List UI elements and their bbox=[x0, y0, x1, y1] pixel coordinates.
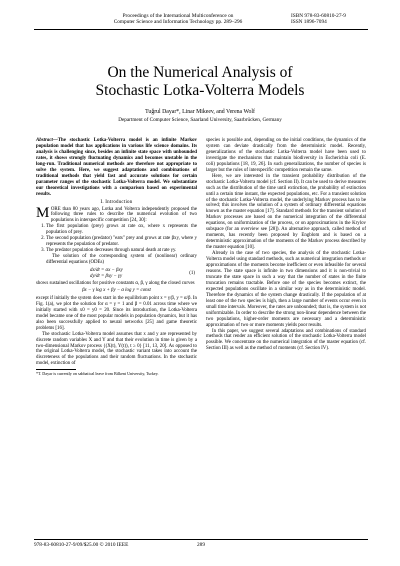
lotka-volterra-rules bbox=[36, 224, 197, 254]
title-line-2: Stochastic Lotka-Volterra Models bbox=[95, 81, 305, 99]
drop-cap: M bbox=[36, 205, 50, 222]
equation-1-line-1: dx/dt = αx − βxy bbox=[90, 267, 123, 273]
page-number: 289 bbox=[197, 542, 205, 548]
ode-intro: The solution of the corresponding system of (nonlinear) ordinary differential equations (ODEs) bbox=[46, 254, 197, 266]
paragraph-challenges: Already in the case of two species, the analysis of the stochastic Lotka-Volterra model using standard methods, such as numerical integration methods or approximations of the moments become inefficient or even infeasible for several reasons. The state space is infinite in two dimensions and it is non-trivial to truncate the state space in such a way that the number of states in the finite truncation remains tractable. Before one of the species becomes extinct, the expected populations oscillate in a similar way as in the deterministic model. Therefore the dynamics of the system change drastically. If the population of at least one of the two species is high, then a large number of events occur even in small time intervals. Moreover, the rates are unbounded; that is, the system is not uniformizable. In order to describe the strong non-linear dependence between the two populations, higher-order moments are necessary and a deterministic approximation of two or more moments yields poor results. bbox=[206, 251, 366, 328]
footer-rule bbox=[34, 539, 368, 540]
equation-1-line-2: dy/dt = βxy − γy bbox=[90, 273, 123, 279]
paragraph-transient-distribution: Here, we are interested in the transient probability distribution of the stochastic Lotka-Volterra model (cf. Section II). It can be used to derive measures such as the distribution of the time until extinction, the probability of extinction until a certain time instant, the expected populations, etc. For a transient solution of the stochastic Lotka-Volterra model, the underlying Markov process has to be solved; this involves the solution of a system of ordinary differential equations known as the master equation [17]. Standard methods for the transient solution of Markov processes are based on the numerical integration of the differential equations, on uniformization of the process, or on approximations in the Krylov subspace (for an overview see [28]). An alternative approach, called method of moments, has recently been proposed by Engblom and is based on a deterministic approximation of the moments of the Markov process described by the master equation [10]. bbox=[206, 173, 366, 251]
intro-paragraph-text: ORE than 80 years ago, Lotka and Volterra independently proposed the following three rules to describe the numerical evolution of two populations in interspecific competition [24, 30]: bbox=[50, 206, 197, 224]
after-equation-1: shows sustained oscillations for positive constants α, β, γ along the closed curves bbox=[36, 280, 195, 286]
section-heading-introduction: I. Introduction bbox=[100, 200, 133, 206]
paper-title bbox=[0, 64, 400, 99]
intro-paragraph bbox=[36, 207, 197, 225]
paragraph-stochastic-model: The stochastic Lotka-Volterra model assumes that x and y are represented by discrete random variables X and Y and that their evolution in time is given by a two-dimensional Markov process {(X(t), Y(t)), t ≥ 0} [11, 13, 20]. As opposed to the original Lotka-Volterra model, the stochastic variant takes into account the discreteness of the populations and their random fluctuations. In the stochastic model, extinction of bbox=[36, 331, 197, 367]
equation-1-number: (1) bbox=[189, 270, 195, 276]
right-column bbox=[206, 138, 366, 352]
abstract-text: —The stochastic Lotka-Volterra model is an infinite Markov population model that has applications in various life science domains. Its analysis is challenging since, besides an infinite state space with unbounded rates, it shows strongly fluctuating dynamics and becomes unstable in the long-run. Traditional numerical methods are therefore not appropriate to solve the system. Here, we suggest adaptations and combinations of traditional methods that yield fast and accurate solutions for certain parameter ranges of the stochastic Lotka-Volterra model. We substantiate our theoretical investigations with a comparison based on experimental results. bbox=[36, 138, 197, 197]
equation-2: βx − γ log x + βy − α log y = const bbox=[82, 288, 151, 294]
paragraph-equilibrium: except if initially the system does start in the equilibrium point x = γ/β, y = α/β. In Fig. 1(a), we plot the solution for α = γ = 1 and β = 0.01 across time where we initially started with x0 = y0 = 20. Since its introduction, the Lotka-Volterra model became one of the most popular models in population dynamics, but it has also been successfully applied to neural networks [25] and game theoretic problems [16]. bbox=[36, 295, 197, 331]
equation-1-lines bbox=[90, 268, 123, 280]
abstract-label: Abstract bbox=[36, 138, 53, 143]
rule-item: 3. The predator population decreases through natural death at rate γy. bbox=[46, 248, 197, 254]
author-list: Tuğrul Dayar*, Linar Mikeev, and Verena Wolf bbox=[145, 109, 255, 115]
paragraph-contribution: In this paper, we suggest several adaptations and combinations of standard methods that render an efficient solution of the stochastic Lotka-Volterra model possible. We concentrate on the numerical integration of the master equation (cf. Section III) as well as the method of moments (cf. Section IV). bbox=[206, 328, 366, 352]
left-column bbox=[36, 138, 197, 376]
rule-item: 1. The first population (prey) grows at rate αx, where x represents the population of prey. bbox=[46, 224, 197, 236]
running-header-right bbox=[291, 13, 391, 26]
equation-1 bbox=[36, 268, 197, 280]
header-issn: ISSN 1896-7094 bbox=[291, 19, 327, 26]
header-rule bbox=[34, 29, 368, 30]
footnote: *T. Dayar is currently on sabbatical leave from Bilkent University, Turkey. bbox=[36, 371, 159, 377]
header-proceedings-line2: Computer Science and Information Technology pp. 289–296 bbox=[113, 19, 243, 26]
abstract bbox=[36, 138, 197, 198]
title-line-1: On the Numerical Analysis of bbox=[107, 64, 293, 81]
footer-copyright: 978-83-60810-27-9/09/$25.00 © 2010 IEEE bbox=[34, 542, 129, 548]
header-proceedings-line1: Proceedings of the International Multiconference on bbox=[122, 13, 234, 19]
footnote-rule bbox=[36, 369, 76, 370]
header-isbn: ISBN 978-83-60810-27-9 bbox=[291, 13, 346, 19]
affiliation: Department of Computer Science, Saarland University, Saarbrücken, Germany bbox=[118, 116, 282, 123]
paragraph-extinction: species is possible and, depending on the initial conditions, the dynamics of the system can deviate drastically from the deterministic model. Recently, generalizations of the stochastic Lotka-Volterra model have been used to investigate the mechanisms that maintain biodiversity in Escherichia coli (E. coli) populations [18, 19, 26]. In such generalizations, the number of species is larger but the rules of interspecific competition remain the same. bbox=[206, 138, 366, 173]
running-header-left bbox=[83, 13, 273, 26]
rule-item: 2. The second population (predator) "eats" prey and grows at rate βxy, where y represents the population of predator. bbox=[46, 236, 197, 248]
